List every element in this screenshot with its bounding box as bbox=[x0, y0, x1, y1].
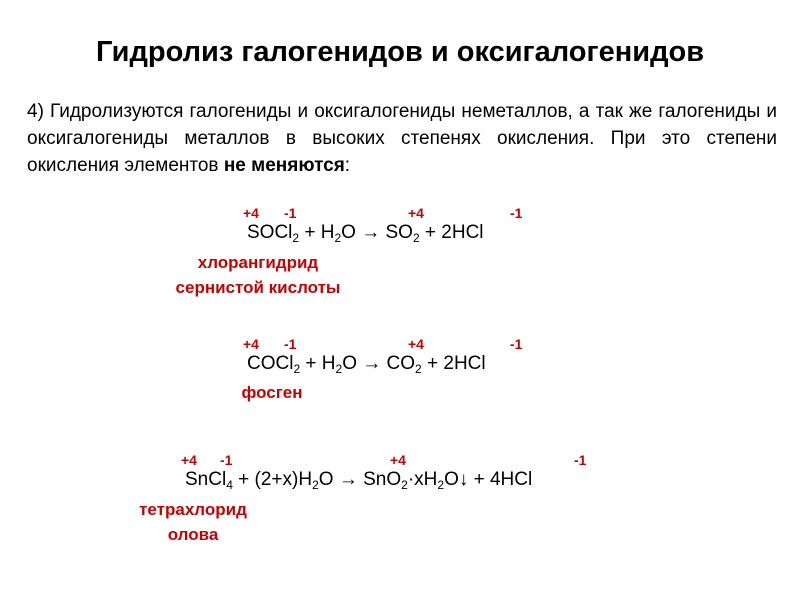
oxidation-state: -1 bbox=[284, 336, 297, 352]
paragraph-text: 4) Гидролизуются галогениды и оксигалогениды неметаллов, а так же галогениды и оксигалогениды металлов в высоких степенях окисления. При это степени окисления элементов bbox=[27, 101, 777, 176]
formula-part: SOCl bbox=[247, 222, 293, 243]
oxidation-state: -1 bbox=[284, 205, 297, 221]
formula-subscript: 2 bbox=[412, 231, 420, 245]
formula-subscript: 2 bbox=[335, 362, 343, 376]
compound-name-line: тетрахлорид bbox=[139, 500, 247, 519]
reaction-equation bbox=[185, 469, 532, 492]
formula-subscript: 2 bbox=[312, 478, 319, 492]
formula-part: O → SO bbox=[341, 222, 413, 243]
formula-part: O → SnO bbox=[318, 469, 402, 490]
formula-part: ·xH bbox=[407, 469, 438, 490]
paragraph-end: : bbox=[344, 155, 351, 176]
oxidation-state: -1 bbox=[510, 205, 523, 221]
compound-name-line: хлорангидрид bbox=[197, 253, 319, 272]
formula-part: + 2HCl bbox=[421, 353, 486, 374]
formula-part: COCl bbox=[247, 353, 294, 374]
formula-subscript: 2 bbox=[415, 362, 422, 376]
reaction-equation bbox=[247, 222, 484, 245]
formula-subscript: 2 bbox=[293, 362, 301, 376]
formula-part: + 2HCl bbox=[419, 222, 484, 243]
formula-part: + H bbox=[299, 222, 335, 243]
formula-subscript: 4 bbox=[226, 478, 233, 492]
slide-title: Гидролиз галогенидов и оксигалогенидов bbox=[95, 36, 705, 68]
compound-name-line: фосген bbox=[241, 383, 303, 402]
oxidation-state: +4 bbox=[408, 336, 424, 352]
oxidation-state: -1 bbox=[574, 452, 587, 468]
formula-part: SnCl bbox=[185, 469, 227, 490]
formula-part: + (2+x)H bbox=[232, 469, 313, 490]
compound-name-line: сернистой кислоты bbox=[175, 278, 341, 297]
formula-subscript: 2 bbox=[401, 478, 408, 492]
oxidation-state: +4 bbox=[408, 205, 424, 221]
compound-name bbox=[222, 380, 322, 405]
formula-subscript: 2 bbox=[437, 478, 445, 492]
compound-name bbox=[158, 250, 358, 300]
oxidation-state: +4 bbox=[390, 452, 406, 468]
formula-part: O↓ + 4HCl bbox=[444, 469, 533, 490]
body-paragraph bbox=[27, 98, 777, 179]
paragraph-bold-text: не меняются bbox=[223, 155, 345, 176]
oxidation-state: +4 bbox=[243, 336, 259, 352]
reaction-equation bbox=[247, 353, 486, 376]
oxidation-state: -1 bbox=[510, 336, 523, 352]
formula-part: + H bbox=[300, 353, 336, 374]
oxidation-state: -1 bbox=[220, 452, 233, 468]
compound-name-line: олова bbox=[167, 525, 219, 544]
formula-subscript: 2 bbox=[334, 231, 342, 245]
oxidation-state: +4 bbox=[243, 205, 259, 221]
oxidation-state: +4 bbox=[181, 452, 197, 468]
formula-subscript: 2 bbox=[292, 231, 300, 245]
compound-name bbox=[123, 497, 263, 547]
formula-part: O → CO bbox=[342, 353, 416, 374]
